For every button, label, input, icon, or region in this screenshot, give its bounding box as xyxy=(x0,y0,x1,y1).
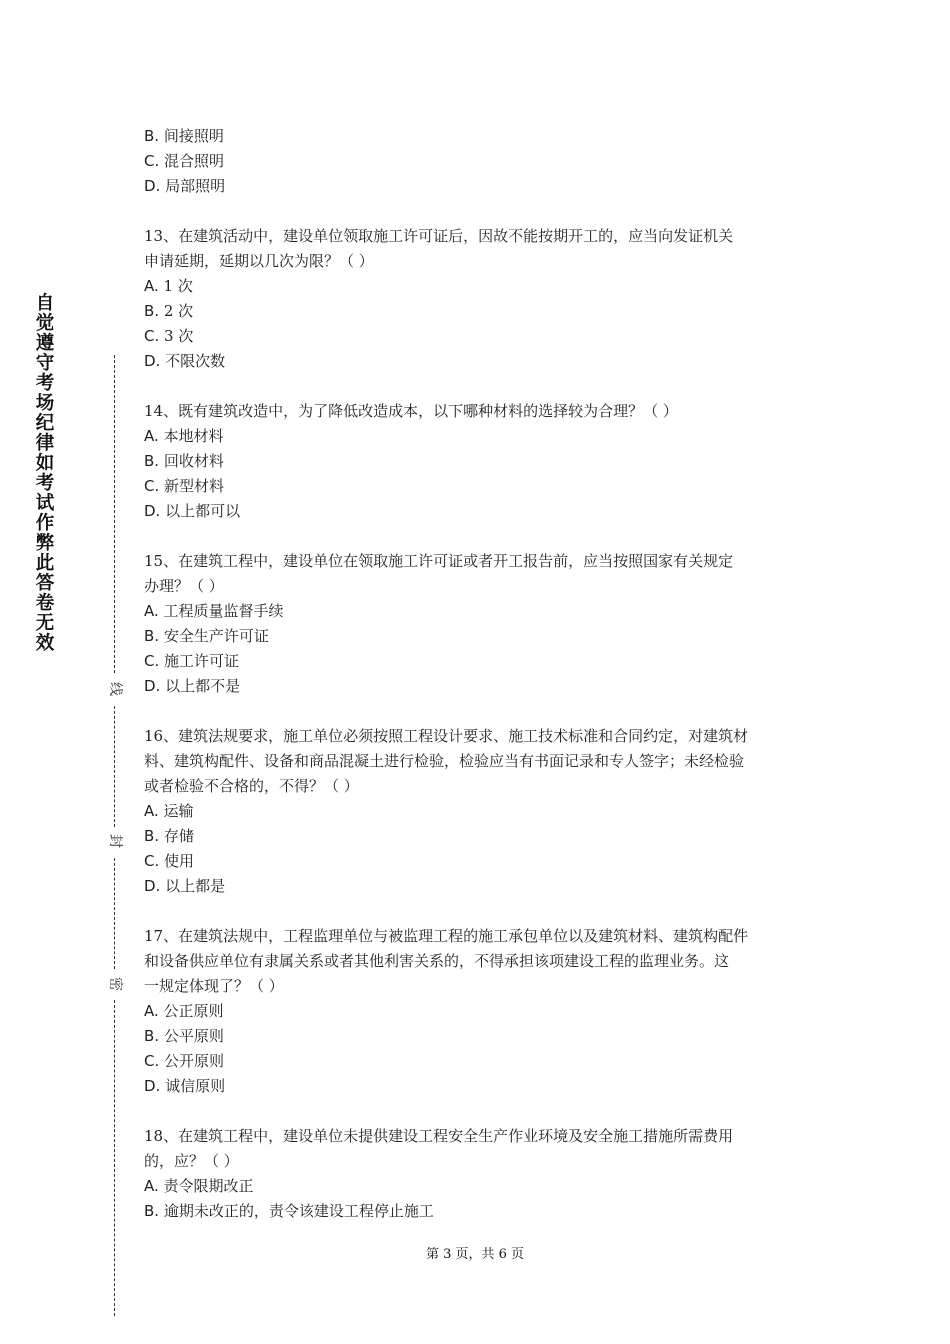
option-3 xyxy=(144,1074,814,1099)
option-text: 以上都不是 xyxy=(165,677,241,695)
option-text: 回收材料 xyxy=(163,452,224,470)
option-0 xyxy=(144,124,814,149)
question-stem-line: 14、既有建筑改造中，为了降低改造成本，以下哪种材料的选择较为合理？（ ） xyxy=(144,402,678,420)
option-1 xyxy=(144,449,814,474)
option-text: 运输 xyxy=(163,802,194,820)
option-text: 3 次 xyxy=(164,327,194,345)
option-letter: C. xyxy=(144,327,160,345)
option-2 xyxy=(144,1049,814,1074)
option-text: 公开原则 xyxy=(164,1052,225,1070)
option-0 xyxy=(144,999,814,1024)
question-block xyxy=(144,224,814,374)
option-1 xyxy=(144,149,814,174)
seal-label-seal: 封 xyxy=(107,834,123,848)
question-stem-line: 16、建筑法规要求，施工单位必须按照工程设计要求、施工技术标准和合同约定，对建筑材 xyxy=(144,727,749,745)
option-text: 诚信原则 xyxy=(165,1077,226,1095)
seal-label-close: 密 xyxy=(107,977,123,991)
option-text: 混合照明 xyxy=(164,152,225,170)
option-letter: B. xyxy=(144,452,160,470)
option-text: 本地材料 xyxy=(163,427,224,445)
warning-char: 自 xyxy=(35,293,55,314)
option-letter: C. xyxy=(144,152,160,170)
option-1 xyxy=(144,824,814,849)
option-letter: D. xyxy=(144,677,161,695)
option-1 xyxy=(144,624,814,649)
option-letter: B. xyxy=(144,1027,160,1045)
option-letter: B. xyxy=(144,827,160,845)
warning-char: 作 xyxy=(35,513,55,534)
option-letter: C. xyxy=(144,852,160,870)
question-stem-line: 办理？（ ） xyxy=(144,577,224,595)
option-1 xyxy=(144,299,814,324)
option-text: 逾期未改正的，责令该建设工程停止施工 xyxy=(163,1202,434,1220)
option-text: 以上都是 xyxy=(165,877,226,895)
option-3 xyxy=(144,874,814,899)
warning-char: 试 xyxy=(35,493,55,514)
warning-char: 弊 xyxy=(35,533,55,554)
question-stem-line: 申请延期，延期以几次为限？（ ） xyxy=(144,252,374,270)
option-letter: B. xyxy=(144,127,160,145)
option-0 xyxy=(144,599,814,624)
binding-dashed-line xyxy=(114,706,115,827)
option-letter: A. xyxy=(144,277,159,295)
option-text: 新型材料 xyxy=(164,477,225,495)
option-letter: D. xyxy=(144,352,161,370)
option-letter: D. xyxy=(144,1077,161,1095)
option-text: 公正原则 xyxy=(163,1002,224,1020)
page-footer: 第 3 页，共 6 页 xyxy=(425,1247,525,1262)
option-0 xyxy=(144,799,814,824)
option-text: 工程质量监督手续 xyxy=(163,602,284,620)
option-letter: B. xyxy=(144,627,160,645)
question-block xyxy=(144,399,814,524)
option-text: 公平原则 xyxy=(163,1027,224,1045)
question-stem-line: 料、建筑构配件、设备和商品混凝土进行检验，检验应当有书面记录和专人签字；未经检验 xyxy=(144,752,745,770)
option-letter: B. xyxy=(144,302,160,320)
option-3 xyxy=(144,499,814,524)
warning-char: 考 xyxy=(35,473,55,494)
binding-dashed-line xyxy=(114,355,115,673)
warning-char: 遵 xyxy=(35,333,55,354)
option-letter: C. xyxy=(144,1052,160,1070)
warning-char: 答 xyxy=(35,573,55,594)
option-letter: A. xyxy=(144,427,159,445)
question-block xyxy=(144,1124,814,1224)
option-text: 1 次 xyxy=(163,277,193,295)
question-stem-line: 18、在建筑工程中，建设单位未提供建设工程安全生产作业环境及安全施工措施所需费用 xyxy=(144,1127,734,1145)
question-stem-line: 的，应？（ ） xyxy=(144,1152,239,1170)
question-stem-line: 一规定体现了？（ ） xyxy=(144,977,284,995)
option-1 xyxy=(144,1024,814,1049)
previous-question-options xyxy=(144,124,814,199)
option-letter: A. xyxy=(144,1177,159,1195)
option-text: 存储 xyxy=(163,827,194,845)
option-0 xyxy=(144,274,814,299)
option-3 xyxy=(144,674,814,699)
option-letter: B. xyxy=(144,1202,160,1220)
warning-char: 纪 xyxy=(35,413,55,434)
question-content xyxy=(144,124,814,1224)
warning-char: 卷 xyxy=(35,593,55,614)
option-1 xyxy=(144,1199,814,1224)
option-0 xyxy=(144,1174,814,1199)
option-text: 间接照明 xyxy=(163,127,224,145)
option-letter: D. xyxy=(144,177,161,195)
option-letter: C. xyxy=(144,477,160,495)
binding-dashed-line xyxy=(114,858,115,969)
question-block xyxy=(144,724,814,899)
option-3 xyxy=(144,349,814,374)
exam-discipline-warning xyxy=(30,294,60,654)
warning-char: 效 xyxy=(35,633,55,654)
option-text: 安全生产许可证 xyxy=(163,627,269,645)
question-block xyxy=(144,549,814,699)
option-letter: D. xyxy=(144,502,161,520)
question-stem-line: 13、在建筑活动中，建设单位领取施工许可证后，因故不能按期开工的，应当向发证机关 xyxy=(144,227,734,245)
warning-char: 守 xyxy=(35,353,55,374)
warning-char: 此 xyxy=(35,553,55,574)
option-2 xyxy=(144,849,814,874)
option-text: 施工许可证 xyxy=(164,652,240,670)
option-letter: D. xyxy=(144,877,161,895)
option-letter: A. xyxy=(144,802,159,820)
option-text: 局部照明 xyxy=(165,177,226,195)
binding-dashed-line xyxy=(114,1000,115,1316)
option-text: 责令限期改正 xyxy=(163,1177,254,1195)
option-text: 使用 xyxy=(164,852,195,870)
question-stem-line: 15、在建筑工程中，建设单位在领取施工许可证或者开工报告前，应当按照国家有关规定 xyxy=(144,552,734,570)
warning-char: 如 xyxy=(35,453,55,474)
question-list xyxy=(144,199,814,1224)
warning-char: 场 xyxy=(35,393,55,414)
option-letter: A. xyxy=(144,1002,159,1020)
option-2 xyxy=(144,649,814,674)
option-letter: A. xyxy=(144,602,159,620)
warning-char: 律 xyxy=(35,433,55,454)
option-text: 2 次 xyxy=(163,302,194,320)
option-2 xyxy=(144,324,814,349)
warning-char: 考 xyxy=(35,373,55,394)
option-0 xyxy=(144,424,814,449)
warning-char: 无 xyxy=(35,613,55,634)
option-text: 不限次数 xyxy=(165,352,226,370)
option-2 xyxy=(144,174,814,199)
warning-char: 觉 xyxy=(35,313,55,334)
option-2 xyxy=(144,474,814,499)
option-letter: C. xyxy=(144,652,160,670)
question-stem-line: 17、在建筑法规中，工程监理单位与被监理工程的施工承包单位以及建筑材料、建筑构配件 xyxy=(144,927,749,945)
question-stem-line: 或者检验不合格的，不得？（ ） xyxy=(144,777,359,795)
question-block xyxy=(144,924,814,1099)
option-text: 以上都可以 xyxy=(165,502,241,520)
question-stem-line: 和设备供应单位有隶属关系或者其他利害关系的，不得承担该项建设工程的监理业务。这 xyxy=(144,952,730,970)
seal-label-line: 线 xyxy=(107,682,123,696)
